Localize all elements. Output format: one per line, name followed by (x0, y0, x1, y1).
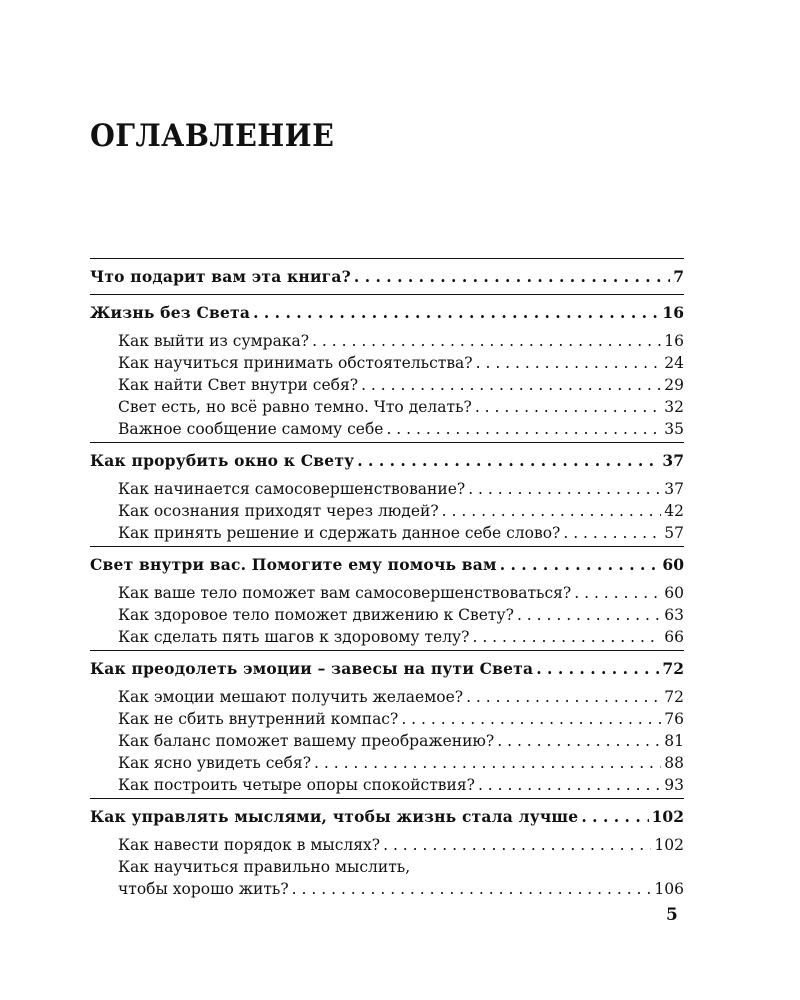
toc-chapter-title: Что подарит вам эта книга? (90, 267, 351, 286)
toc-leader-dots (563, 522, 661, 544)
toc-leader-dots (472, 626, 661, 648)
section-rule (90, 442, 684, 443)
toc-page-number: 29 (664, 376, 684, 394)
toc-page-number: 72 (664, 688, 684, 706)
toc-subsection-list (90, 686, 684, 798)
toc-chapter[interactable] (90, 266, 684, 288)
toc-subsection[interactable] (90, 752, 684, 774)
toc-subsection-title: Как сделать пять шагов к здоровому телу? (118, 628, 470, 646)
toc-chapter-title: Как прорубить окно к Свету (90, 451, 355, 470)
toc-subsection-list (90, 834, 684, 902)
toc-chapter[interactable] (90, 554, 684, 576)
toc-subsection-list (90, 582, 684, 650)
toc-subsection[interactable] (90, 352, 684, 374)
toc-subsection-title: Как эмоции мешают получить желаемое? (118, 688, 464, 706)
toc-leader-dots (314, 752, 661, 774)
toc-leader-dots (475, 396, 661, 418)
toc-subsection-title: Как начинается самосовершенствование? (118, 480, 466, 498)
toc-subsection-title: Свет есть, но всё равно темно. Что делать? (118, 398, 472, 416)
toc-chapter[interactable] (90, 302, 684, 324)
toc-page-number: 24 (664, 354, 684, 372)
toc-subsection[interactable] (90, 478, 684, 500)
toc-leader-dots (383, 834, 651, 856)
toc-page-number: 93 (664, 776, 684, 794)
toc-subsection-title: чтобы хорошо жить? (118, 880, 289, 898)
toc-leader-dots (497, 730, 661, 752)
toc-page-number: 16 (662, 303, 684, 322)
toc-leader-dots (581, 806, 648, 828)
toc-subsection-title: Как построить четыре опоры спокойствия? (118, 776, 475, 794)
toc-leader-dots (500, 554, 660, 576)
toc-subsection-title: Как ясно увидеть себя? (118, 754, 312, 772)
toc-page-number: 102 (651, 807, 684, 826)
toc-leader-dots (357, 450, 659, 472)
toc-leader-dots (476, 352, 662, 374)
toc-page-number: 42 (664, 502, 684, 520)
toc-page-number: 60 (664, 584, 684, 602)
toc-subsection[interactable] (90, 686, 684, 708)
toc-leader-dots (466, 686, 661, 708)
table-of-contents (90, 258, 684, 902)
toc-leader-dots (361, 374, 661, 396)
toc-leader-dots (292, 878, 652, 900)
toc-page-number: 57 (664, 524, 684, 542)
toc-chapter[interactable] (90, 450, 684, 472)
toc-subsection-title: Как найти Свет внутри себя? (118, 376, 359, 394)
section-rule (90, 294, 684, 295)
toc-subsection[interactable] (90, 878, 684, 900)
toc-subsection[interactable] (90, 626, 684, 648)
toc-subsection-title: Как научиться принимать обстоятельства? (118, 354, 473, 372)
toc-chapter-title: Как управлять мыслями, чтобы жизнь стала лучше (90, 807, 579, 826)
toc-leader-dots (401, 708, 661, 730)
toc-chapter-title: Жизнь без Света (90, 303, 251, 322)
toc-subsection-title-line[interactable]: Как научиться правильно мыслить, (118, 858, 411, 876)
toc-subsection-title: Как ваше тело поможет вам самосовершенствоваться? (118, 584, 572, 602)
toc-leader-dots (468, 478, 661, 500)
toc-subsection-title: Как осознания приходят через людей? (118, 502, 439, 520)
toc-leader-dots (574, 582, 661, 604)
toc-leader-dots (478, 774, 661, 796)
toc-leader-dots (386, 418, 661, 440)
toc-page-number: 7 (673, 267, 684, 286)
section-rule (90, 650, 684, 651)
toc-subsection-title: Важное сообщение самому себе (118, 420, 384, 438)
section-rule (90, 798, 684, 799)
toc-chapter[interactable] (90, 806, 684, 828)
toc-page-number: 102 (654, 836, 684, 854)
toc-subsection-list (90, 478, 684, 546)
toc-subsection[interactable] (90, 582, 684, 604)
toc-page-number: 106 (654, 880, 684, 898)
toc-subsection-title: Как навести порядок в мыслях? (118, 836, 381, 854)
section-rule (90, 258, 684, 259)
toc-subsection-list (90, 330, 684, 442)
toc-subsection[interactable] (90, 604, 684, 626)
toc-page-number: 37 (662, 451, 684, 470)
toc-chapter-title: Как преодолеть эмоции – завесы на пути Света (90, 659, 534, 678)
toc-leader-dots (536, 658, 659, 680)
section-rule (90, 546, 684, 547)
toc-chapter-title: Свет внутри вас. Помогите ему помочь вам (90, 555, 497, 574)
toc-subsection-title: Как не сбить внутренний компас? (118, 710, 399, 728)
page-number: 5 (666, 905, 678, 925)
toc-page-number: 16 (664, 332, 684, 350)
toc-page-number: 81 (664, 732, 684, 750)
page-title: ОГЛАВЛЕНИЕ (90, 118, 335, 154)
toc-subsection[interactable] (90, 834, 684, 856)
toc-page-number: 63 (664, 606, 684, 624)
toc-leader-dots (517, 604, 661, 626)
toc-page-number: 37 (664, 480, 684, 498)
toc-page-number: 32 (664, 398, 684, 416)
toc-page-number: 72 (662, 659, 684, 678)
toc-leader-dots (354, 266, 670, 288)
toc-subsection[interactable] (90, 374, 684, 396)
toc-leader-dots (442, 500, 662, 522)
toc-subsection-title: Как баланс поможет вашему преображению? (118, 732, 495, 750)
toc-subsection[interactable] (90, 708, 684, 730)
toc-chapter[interactable] (90, 658, 684, 680)
toc-page-number: 66 (664, 628, 684, 646)
toc-leader-dots (312, 330, 661, 352)
toc-subsection[interactable] (90, 396, 684, 418)
toc-leader-dots (253, 302, 659, 324)
toc-subsection[interactable] (90, 500, 684, 522)
toc-subsection[interactable] (90, 730, 684, 752)
toc-page-number: 76 (664, 710, 684, 728)
toc-subsection[interactable] (90, 522, 684, 544)
toc-subsection-title: Как здоровое тело поможет движению к Свету? (118, 606, 514, 624)
toc-subsection-title: Как выйти из сумрака? (118, 332, 310, 350)
toc-page-number: 35 (664, 420, 684, 438)
toc-page-number: 60 (662, 555, 684, 574)
toc-subsection[interactable] (90, 418, 684, 440)
toc-subsection[interactable] (90, 330, 684, 352)
toc-subsection[interactable] (90, 774, 684, 796)
toc-subsection-title: Как принять решение и сдержать данное себе слово? (118, 524, 561, 542)
toc-page-number: 88 (664, 754, 684, 772)
